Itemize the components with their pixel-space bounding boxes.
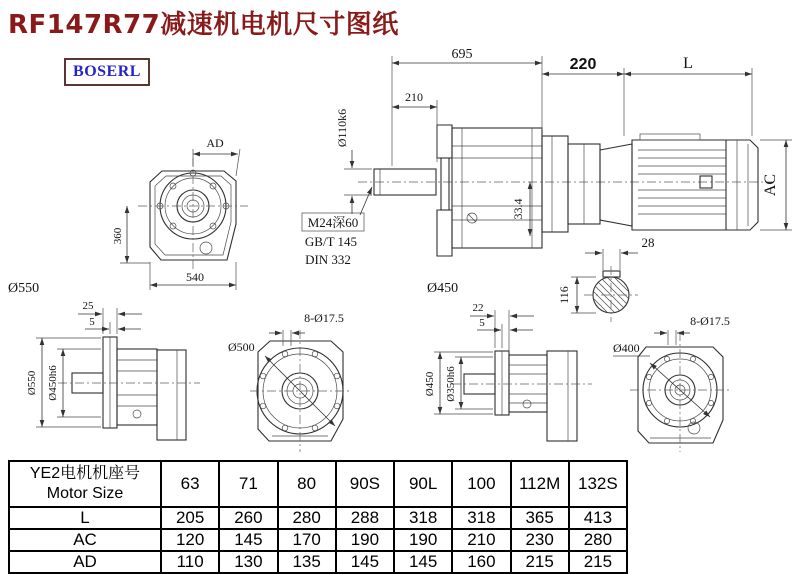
table-row [9,507,627,529]
dim-ac: AC [762,173,779,197]
cell: 190 [394,529,452,551]
gearbox-front-view [112,136,248,290]
cell: 318 [452,507,510,529]
cell: 215 [511,551,569,573]
dim-25: 25 [82,300,94,312]
row-label: L [9,507,161,529]
flange-side-view-b [424,302,592,441]
dim-360: 360 [112,227,124,245]
dim-220: 220 [569,56,597,73]
col-header: 132S [569,461,627,507]
row-label: AD [9,551,161,573]
cell: 288 [336,507,394,529]
cell: 130 [219,551,277,573]
col-header: 100 [452,461,510,507]
table-header-motor-size [9,461,161,507]
cell: 145 [394,551,452,573]
gearmotor-assembly-view [302,47,792,267]
dim-outer-450: Ø450 [424,371,436,397]
label-dia450: Ø450 [427,281,459,296]
dim-bc-500: Ø500 [228,340,255,354]
cell: 260 [219,507,277,529]
cell: 135 [278,551,336,573]
flange-front-view-b [613,314,730,452]
col-header: 80 [278,461,336,507]
dim-22: 22 [472,302,484,314]
dim-shaft-dia: Ø110k6 [335,108,349,148]
col-header: 71 [219,461,277,507]
dim-695: 695 [451,47,473,62]
dim-spigot-450: Ø450h6 [47,365,59,401]
dim-5b: 5 [479,317,485,329]
motor-size-table [8,460,628,574]
brand-logo-text: BOSERL [73,63,141,80]
shaft-key-section [557,235,655,346]
cell: 215 [569,551,627,573]
cell: 318 [394,507,452,529]
dim-210: 210 [405,90,423,104]
cell: 170 [278,529,336,551]
cell: 110 [161,551,219,573]
dim-outer-550: Ø550 [26,370,38,396]
note-standard-gbt: GB/T 145 [304,234,358,249]
dim-33-4: 33.4 [511,198,525,220]
cell: 365 [511,507,569,529]
col-header: 90L [394,461,452,507]
flange-front-view-a [228,311,350,452]
dim-L: L [683,55,693,72]
dim-key-width: 28 [641,235,655,250]
label-dia550: Ø550 [8,281,40,296]
cell: 190 [336,529,394,551]
dim-spigot-350: Ø350h6 [445,366,457,402]
dim-ad: AD [206,136,224,150]
cell: 160 [452,551,510,573]
table-row [9,529,627,551]
note-tapped-hole: M24深60 [307,215,359,230]
cell: 120 [161,529,219,551]
cell: 205 [161,507,219,529]
cell: 280 [278,507,336,529]
col-header: 63 [161,461,219,507]
cell: 280 [569,529,627,551]
cell: 230 [511,529,569,551]
table-header-line1: YE2电机机座号 [29,465,141,482]
dim-bc-400: Ø400 [613,341,640,355]
page-title: RF147R77减速机电机尺寸图纸 [8,10,399,40]
dim-540: 540 [186,270,204,284]
cell: 210 [452,529,510,551]
cell: 413 [569,507,627,529]
note-standard-din: DIN 332 [305,252,351,267]
col-header: 90S [336,461,394,507]
cell: 145 [219,529,277,551]
table-row [9,551,627,573]
cell: 145 [336,551,394,573]
dim-holes-a: 8-Ø17.5 [304,311,344,325]
dim-116: 116 [557,286,571,304]
table-header-line2: Motor Size [46,485,124,502]
flange-side-view-a [26,300,200,440]
col-header: 112M [511,461,569,507]
dim-5a: 5 [89,316,95,328]
dim-holes-b: 8-Ø17.5 [690,314,730,328]
row-label: AC [9,529,161,551]
